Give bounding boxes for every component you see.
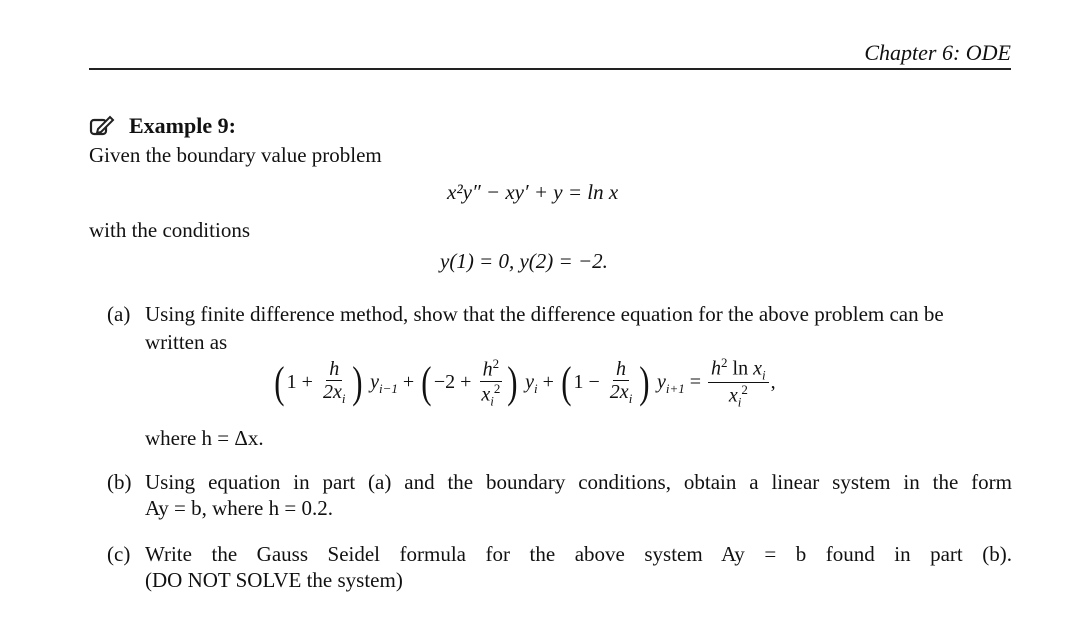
part-a [107, 300, 1012, 356]
conditions-label: with the conditions [89, 218, 250, 242]
edit-icon [89, 115, 115, 137]
boundary-conditions: y(1) = 0, y(2) = −2. [440, 249, 608, 273]
part-a-line1: Using finite difference method, show that the difference equation for the above problem can be [145, 302, 944, 326]
chapter-title: Chapter 6: ODE [864, 40, 1011, 65]
part-b-line1: Using equation in part (a) and the boundary conditions, obtain a linear system in the form [145, 470, 1012, 494]
part-b-label: (b) [107, 470, 132, 494]
example-title: Example 9: [129, 113, 236, 138]
part-c-line2: (DO NOT SOLVE the system) [145, 568, 403, 592]
part-a-line2: written as [145, 330, 228, 354]
part-c [107, 540, 1012, 568]
part-a-label: (a) [107, 302, 131, 326]
part-c-line1: Write the Gauss Seidel formula for the above system Ay = b found in part (b). [145, 542, 1012, 566]
part-c-label: (c) [107, 542, 131, 566]
page-header [89, 40, 1011, 70]
part-b-line2: Ay = b, where h = 0.2. [145, 496, 333, 520]
example-heading [89, 113, 236, 139]
ode-equation: x²y″ − xy′ + y = ln x [447, 180, 619, 204]
part-a-where: where h = Δx. [145, 426, 264, 450]
example-intro: Given the boundary value problem [89, 143, 382, 167]
difference-equation: ( 1 + $\frac{h}{2x_i}$ ) $y_{i-1}$ + ( −2 + $\frac{h^2}{x_i^2}$ ) $y_i$ + ( 1 − $\frac{h}{2x_i}$ ) $y_{i+1}$ = $\frac{h^2 \ln x_i}{x_i^2}$ , [274, 355, 776, 410]
part-b [107, 468, 1012, 496]
